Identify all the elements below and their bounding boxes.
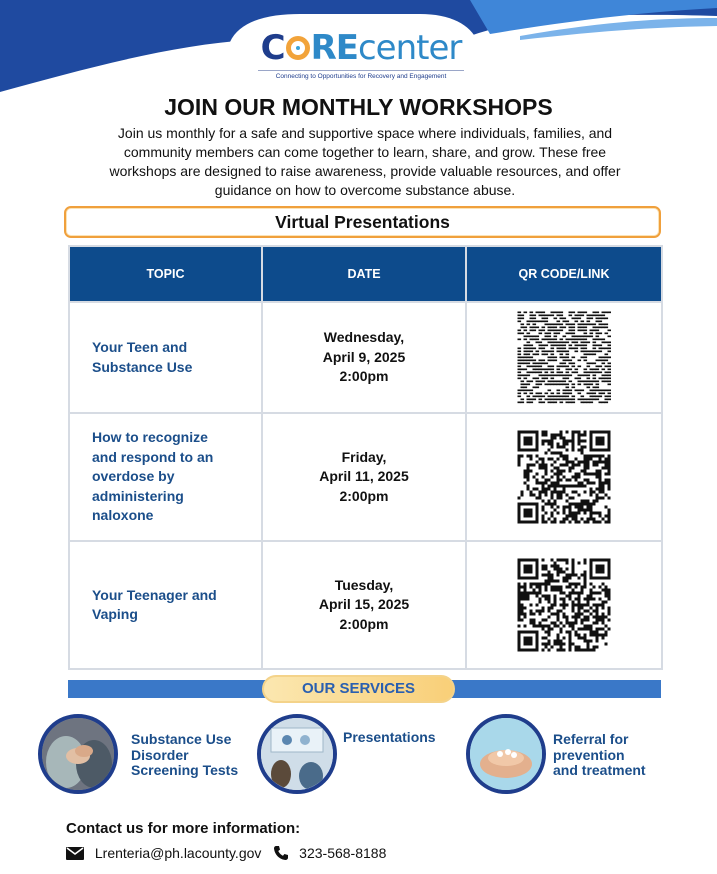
page-title: JOIN OUR MONTHLY WORKSHOPS — [164, 94, 553, 120]
section-title-virtual-presentations: Virtual Presentations — [64, 206, 661, 238]
qr-code-icon[interactable] — [517, 430, 611, 524]
date-cell: Friday, April 11, 2025 2:00pm — [262, 413, 466, 541]
topic-cell: How to recognize and respond to an overdose by administering naloxone — [69, 413, 262, 541]
header-date: DATE — [262, 246, 466, 302]
table-header-row — [69, 246, 662, 302]
header-topic: TOPIC — [69, 246, 262, 302]
envelope-icon — [66, 847, 84, 860]
qr-cell — [466, 302, 662, 413]
hands-support-photo-icon — [38, 714, 118, 794]
logo-o-pin-icon — [286, 36, 310, 60]
table-row — [69, 302, 662, 413]
topic-cell: Your Teen and Substance Use — [69, 302, 262, 413]
logo-tagline: Connecting to Opportunities for Recovery and Engagement — [258, 70, 464, 80]
core-center-logo: C REcenter Connecting to Opportunities for Recovery and Engagement — [216, 26, 506, 88]
table-row — [69, 413, 662, 541]
contact-line — [66, 844, 386, 861]
service-label-screening: Substance Use Disorder Screening Tests — [131, 731, 239, 778]
contact-heading: Contact us for more information: — [66, 820, 301, 837]
phone-icon — [273, 845, 289, 861]
cupped-hands-photo-icon — [466, 714, 546, 794]
date-cell: Wednesday, April 9, 2025 2:00pm — [262, 302, 466, 413]
services-title: OUR SERVICES — [262, 675, 455, 703]
contact-email[interactable]: Lrenteria@ph.lacounty.gov — [94, 845, 262, 862]
intro-paragraph: Join us monthly for a safe and supportive space where individuals, families, and community members can come together to learn, share, and grow. These free workshops are designed to raise awareness, provide valuable resources, and offer guidance on how to overcome substance abuse. — [109, 125, 621, 198]
contact-phone[interactable]: 323-568-8188 — [299, 845, 387, 862]
service-label-presentations: Presentations — [343, 729, 436, 745]
workshop-table — [68, 245, 663, 670]
header-qr: QR CODE/LINK — [466, 246, 662, 302]
date-cell: Tuesday, April 15, 2025 2:00pm — [262, 541, 466, 669]
qr-cell — [466, 541, 662, 669]
qr-code-icon[interactable] — [517, 311, 611, 405]
table-row — [69, 541, 662, 669]
qr-code-icon[interactable] — [517, 558, 611, 652]
topic-cell: Your Teenager and Vaping — [69, 541, 262, 669]
presentation-photo-icon — [257, 714, 337, 794]
service-label-referral: Referral for prevention and treatment — [553, 731, 646, 778]
qr-cell — [466, 413, 662, 541]
